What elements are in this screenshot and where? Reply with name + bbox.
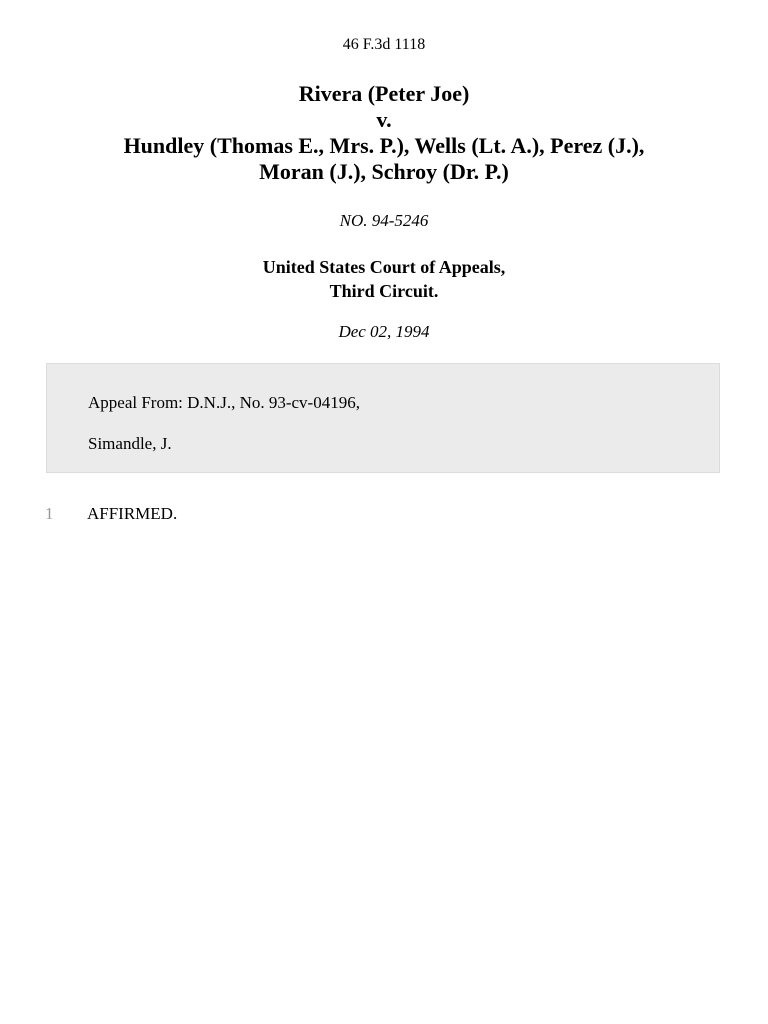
- case-title: [0, 81, 768, 185]
- case-title-versus: v.: [376, 107, 392, 132]
- court-name-line1: United States Court of Appeals,: [262, 257, 506, 277]
- docket-number: NO. 94-5246: [339, 211, 429, 230]
- paragraph-text: AFFIRMED.: [87, 504, 178, 523]
- appeal-from: Appeal From: D.N.J., No. 93-cv-04196,: [88, 393, 360, 412]
- appeal-info-box: [46, 363, 720, 473]
- case-citation: 46 F.3d 1118: [342, 36, 426, 53]
- decision-date: Dec 02, 1994: [338, 322, 430, 341]
- paragraph-number: 1: [45, 504, 54, 523]
- case-title-appellees-line2: Moran (J.), Schroy (Dr. P.): [259, 159, 509, 184]
- court-name: [0, 255, 768, 303]
- case-title-appellees-line1: Hundley (Thomas E., Mrs. P.), Wells (Lt. A.), Perez (J.),: [123, 133, 645, 158]
- appeal-judge: Simandle, J.: [88, 434, 172, 453]
- case-title-appellant: Rivera (Peter Joe): [298, 81, 470, 106]
- court-name-line2: Third Circuit.: [329, 281, 439, 301]
